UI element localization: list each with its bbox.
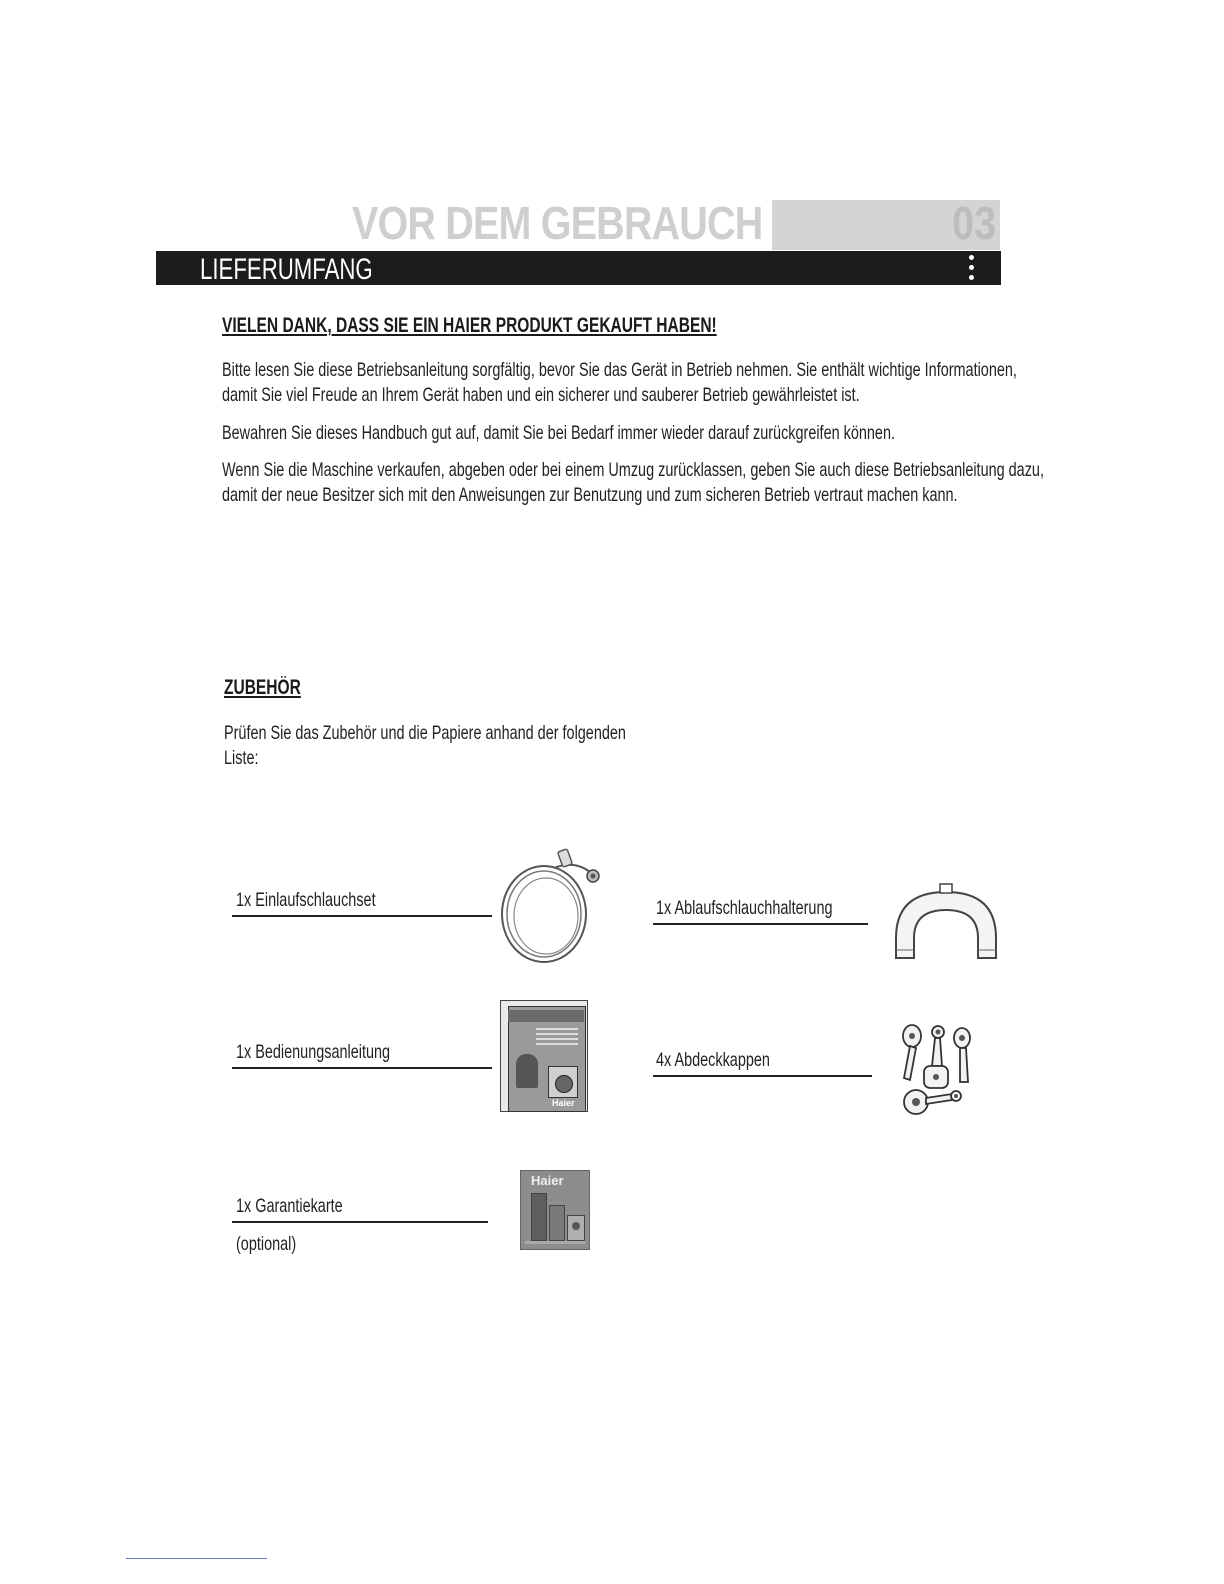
intro-paragraph-2: Bewahren Sie dieses Handbuch gut auf, damit Sie bei Bedarf immer wieder darauf zurückgreifen können. (222, 422, 895, 444)
manual-brand: Haier (552, 1098, 575, 1108)
accessory-underline (232, 915, 492, 917)
accessories-heading: ZUBEHÖR (224, 676, 301, 699)
page-number-box (772, 197, 1000, 250)
manual-booklet-icon (496, 1000, 590, 1114)
accessory-label-cover-caps: 4x Abdeckkappen (656, 1049, 770, 1071)
accessory-underline (653, 923, 868, 925)
inlet-hose-icon (494, 842, 606, 968)
drain-hose-holder-icon (890, 882, 1002, 962)
accessory-label-warranty: 1x Garantiekarte (236, 1195, 343, 1217)
accessories-intro-line-1: Prüfen Sie das Zubehör und die Papiere anhand der folgenden (224, 722, 626, 744)
page-number: 03 (951, 197, 996, 249)
accessory-label-drain-holder: 1x Ablaufschlauchhalterung (656, 897, 833, 919)
intro-paragraph-1-line-1: Bitte lesen Sie diese Betriebsanleitung sorgfältig, bevor Sie das Gerät in Betrieb nehmen. Sie enthält wichtige Informationen, (222, 359, 1017, 381)
band-title: LIEFERUMFANG (200, 253, 373, 286)
warranty-card-icon (520, 1170, 590, 1250)
intro-paragraph-3-line-1: Wenn Sie die Maschine verkaufen, abgeben oder bei einem Umzug zurücklassen, geben Sie auch diese Betriebsanleitung dazu, (222, 459, 1044, 481)
cover-caps-icon (890, 1022, 980, 1120)
accessory-underline (232, 1221, 488, 1223)
vertical-dots-icon (969, 255, 975, 285)
section-band (156, 251, 1001, 285)
accessory-note-optional: (optional) (236, 1233, 297, 1255)
intro-heading: VIELEN DANK, DASS SIE EIN HAIER PRODUKT GEKAUFT HABEN! (222, 314, 717, 337)
intro-paragraph-1-line-2: damit Sie viel Freude an Ihrem Gerät haben und ein sicherer und sauberer Betrieb gewährleistet ist. (222, 384, 860, 406)
accessory-label-inlet-hose: 1x Einlaufschlauchset (236, 889, 376, 911)
warranty-card-brand: Haier (531, 1173, 564, 1188)
footer-rule (126, 1558, 267, 1559)
accessories-intro-line-2: Liste: (224, 747, 259, 769)
accessory-underline (232, 1067, 492, 1069)
intro-paragraph-3-line-2: damit der neue Besitzer sich mit den Anweisungen zur Benutzung und zum sicheren Betrieb vertraut machen kann. (222, 484, 958, 506)
section-title: VOR DEM GEBRAUCH (352, 197, 763, 249)
accessory-underline (653, 1075, 872, 1077)
accessory-label-manual: 1x Bedienungsanleitung (236, 1041, 391, 1063)
